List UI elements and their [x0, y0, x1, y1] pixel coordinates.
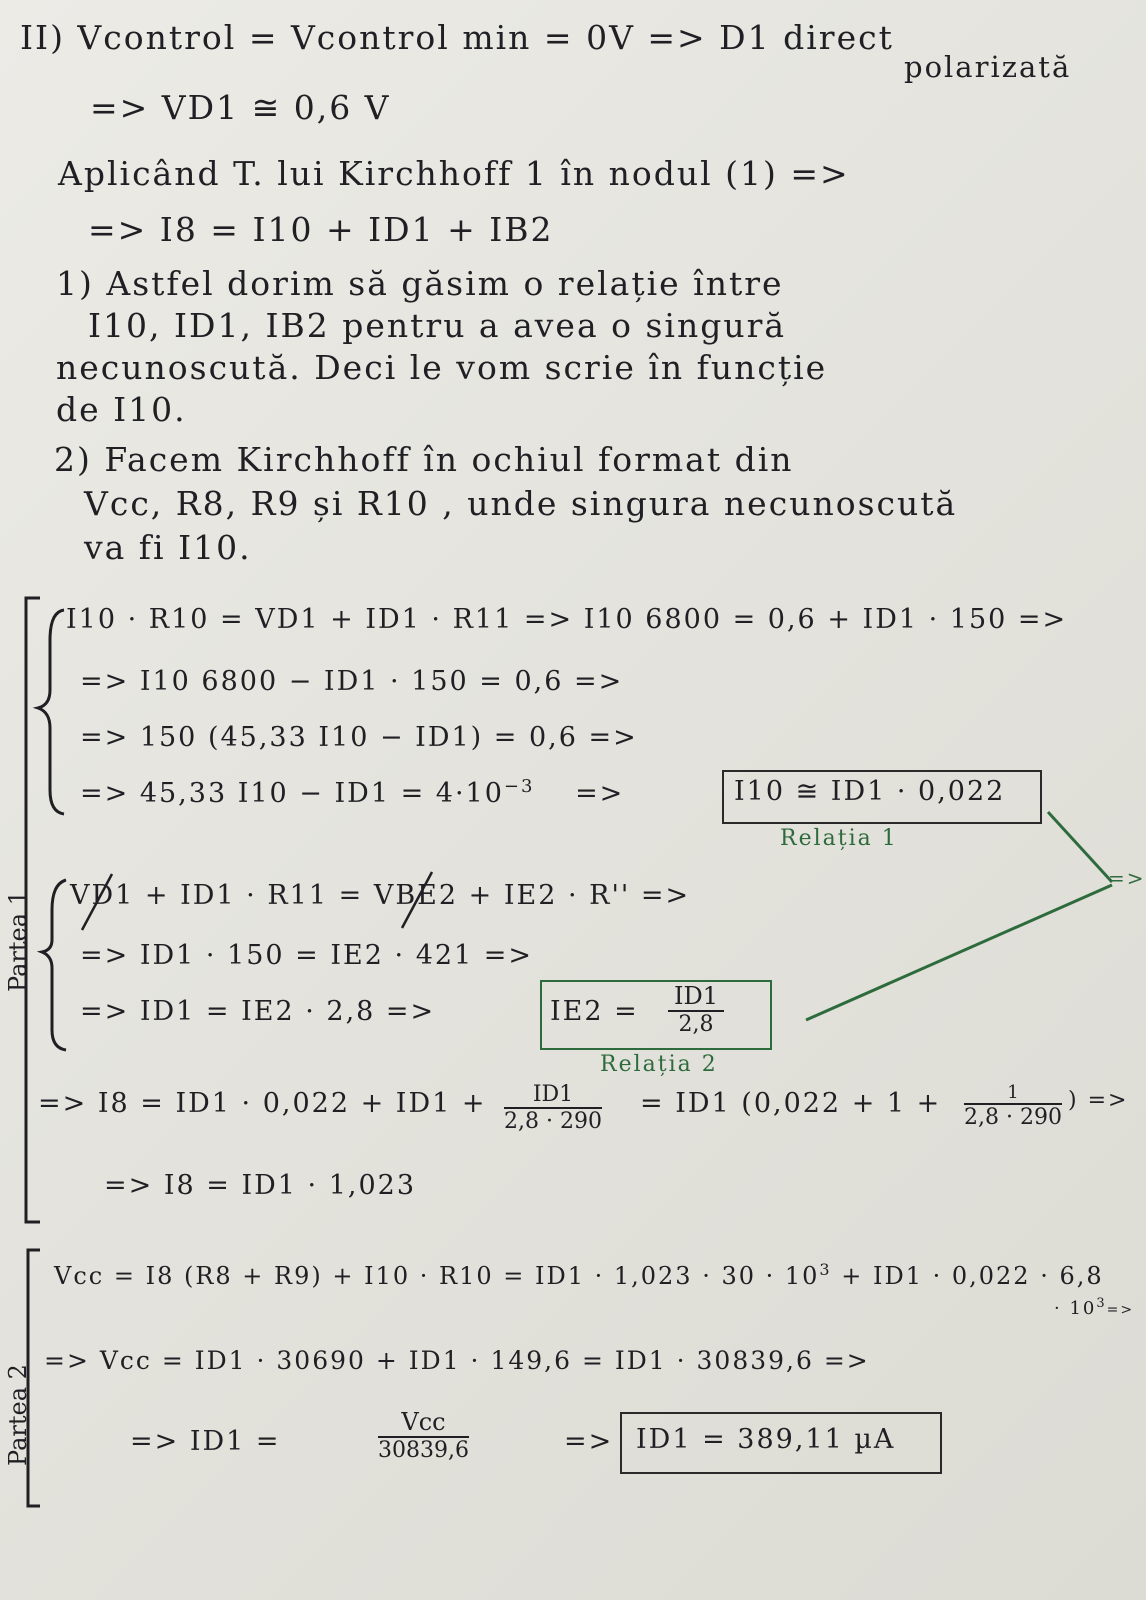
final-result: ID1 = 389,11 µA — [636, 1424, 896, 1455]
system1-line1: I10 · R10 = VD1 + ID1 · R11 => I10 6800 = 0,6 + ID1 · 150 => — [66, 604, 1068, 635]
relatia1-arrow — [1048, 812, 1112, 882]
relatia2-arrow — [806, 885, 1112, 1020]
system1-line4 — [80, 776, 624, 809]
relatia2-den: 2,8 — [678, 1012, 714, 1037]
step1-line-c: necunoscută. Deci le vom scrie în funcție — [56, 348, 828, 387]
combine-frac2-den: 2,8 · 290 — [964, 1105, 1062, 1130]
part2-frac-den: 30839,6 — [378, 1438, 469, 1463]
combine-frac1-num: ID1 — [504, 1082, 602, 1109]
part2-line3b: => — [564, 1426, 614, 1457]
part2-frac-num: Vcc — [378, 1408, 469, 1438]
combine-arrow: => — [1108, 866, 1146, 890]
part2-line1-cont — [1054, 1296, 1134, 1319]
system1-brace — [38, 610, 64, 814]
step2-line-a: 2) Facem Kirchhoff în ochiul format din — [54, 440, 794, 479]
step1-line-b: I10, ID1, IB2 pentru a avea o singură — [88, 306, 787, 345]
combine-line1a: => I8 = ID1 · 0,022 + ID1 + — [38, 1088, 487, 1119]
part2-line1-cont-text: · 10 — [1054, 1298, 1097, 1319]
system1-line3: => 150 (45,33 I10 − ID1) = 0,6 => — [80, 722, 638, 753]
system2-line2: => ID1 · 150 = IE2 · 421 => — [80, 940, 534, 971]
part2-line2: => Vcc = ID1 · 30690 + ID1 · 149,6 = ID1 · 30839,6 => — [44, 1346, 870, 1375]
system1-line2: => I10 6800 − ID1 · 150 = 0,6 => — [80, 666, 624, 697]
step2-line-b: Vcc, R8, R9 și R10 , unde singura necunoscută — [84, 484, 958, 523]
combine-fraction2 — [964, 1082, 1062, 1130]
partea1-label: Partea 1 — [4, 890, 32, 992]
step1-line-a: 1) Astfel dorim să găsim o relație între — [56, 264, 784, 303]
combine-frac1-den: 2,8 · 290 — [504, 1109, 602, 1134]
relatia2-num: ID1 — [668, 982, 724, 1012]
header-line2: => VD1 ≅ 0,6 V — [90, 88, 391, 127]
part2-line1 — [54, 1260, 1104, 1290]
combine-fraction1 — [504, 1082, 602, 1134]
relatia2-lhs: IE2 = — [550, 996, 639, 1027]
system2-line1: VD1 + ID1 · R11 = VBE2 + IE2 · R'' => — [70, 880, 691, 911]
part2-line1-tail: + ID1 · 0,022 · 6,8 — [841, 1262, 1104, 1290]
part2-fraction — [378, 1408, 469, 1463]
system2-brace — [42, 880, 66, 1050]
part2-line1-cont-exp: 3 — [1096, 1296, 1107, 1311]
part2-line1-cont-arrow: => — [1106, 1302, 1135, 1318]
header-line1: II) Vcontrol = Vcontrol min = 0V => D1 direct — [20, 18, 894, 57]
system1-line4-exp: −3 — [503, 776, 535, 797]
combine-line1b: = ID1 (0,022 + 1 + — [640, 1088, 942, 1119]
system1-line4-arrow: => — [575, 778, 625, 809]
relatia1-result: I10 ≅ ID1 · 0,022 — [734, 776, 1006, 807]
relatia2-caption: Relația 2 — [600, 1052, 718, 1077]
part2-line1-exp: 3 — [819, 1260, 832, 1279]
combine-frac2-num: 1 — [964, 1082, 1062, 1105]
relatia1-caption: Relația 1 — [780, 826, 898, 851]
partea2-label: Partea 2 — [4, 1364, 32, 1466]
relatia2-fraction — [668, 982, 724, 1037]
system2-line3: => ID1 = IE2 · 2,8 => — [80, 996, 436, 1027]
combine-line2: => I8 = ID1 · 1,023 — [104, 1170, 416, 1201]
step1-line-d: de I10. — [56, 390, 187, 429]
part2-line1-text: Vcc = I8 (R8 + R9) + I10 · R10 = ID1 · 1,023 · 30 · 10 — [54, 1262, 820, 1290]
header-line3: Aplicând T. lui Kirchhoff 1 în nodul (1) => — [58, 154, 850, 193]
part2-line3a: => ID1 = — [130, 1426, 281, 1457]
header-line1b: polarizată — [904, 50, 1072, 84]
combine-line1c: ) => — [1068, 1088, 1129, 1113]
header-line4: => I8 = I10 + ID1 + IB2 — [88, 210, 554, 249]
system1-line4-text: => 45,33 I10 − ID1 = 4·10 — [80, 778, 504, 809]
step2-line-c: va fi I10. — [84, 528, 252, 567]
